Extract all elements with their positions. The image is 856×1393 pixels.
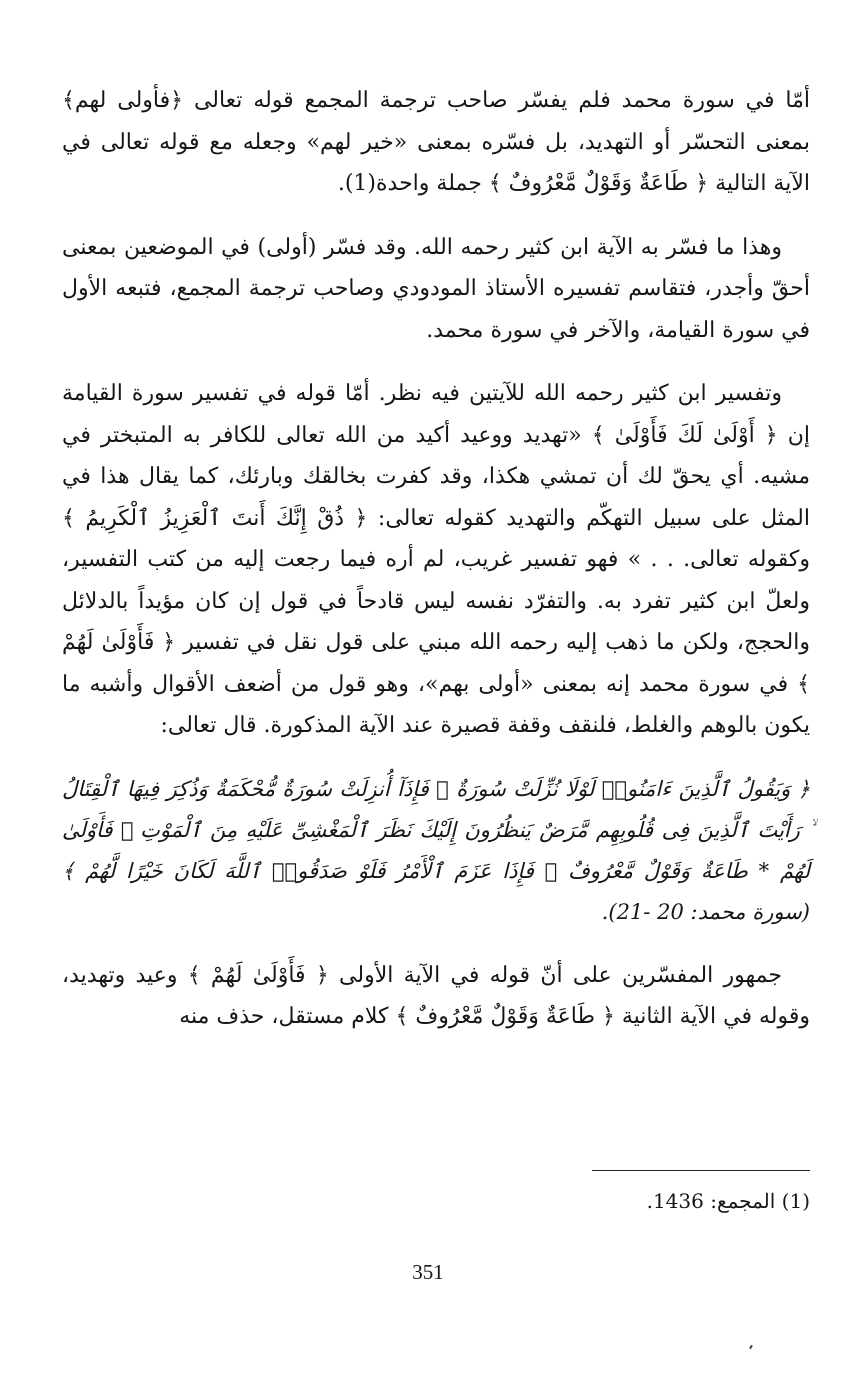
quran-verse: ﴿ وَيَقُولُ ٱلَّذِينَ ءَامَنُوا۟ لَوْلَا نُزِّلَتْ سُورَةٌ ۖ فَإِذَآ أُنزِلَتْ سُورَةٌ مُّحْكَمَةٌ وَذُكِرَ فِيهَا ٱلْقِتَالُ ۙ رَأَيْتَ ٱلَّذِينَ فِى قُلُوبِهِم مَّرَضٌ يَنظُرُونَ إِلَيْكَ نَظَرَ ٱلْمَغْشِىِّ عَلَيْهِ مِنَ ٱلْمَوْتِ ۖ فَأَوْلَىٰ لَهُمْ * طَاعَةٌ وَقَوْلٌ مَّعْرُوفٌ ۚ فَإِذَا عَزَمَ ٱلْأَمْرُ فَلَوْ صَدَقُوا۟ ٱللَّهَ لَكَانَ خَيْرًا لَّهُمْ ﴾ (سورة محمد: 20 -21).: [62, 776, 810, 924]
paragraph-2: وهذا ما فسّر به الآية ابن كثير رحمه الله. وقد فسّر (أولى) في الموضعين بمعنى أحقّ وأجدر، فتقاسم تفسيره الأستاذ المودودي وصاحب ترجمة المجمع، فتبعه الأول في سورة القيامة، والآخر في سورة محمد.: [62, 234, 810, 343]
footnote: (1) المجمع: 1436.: [646, 1189, 810, 1213]
paragraph-3: وتفسير ابن كثير رحمه الله للآيتين فيه نظر. أمّا قوله في تفسير سورة القيامة إن ﴿ أَوْلَىٰ لَكَ فَأَوْلَىٰ ﴾ «تهديد ووعيد أكيد من الله تعالى للكافر به المتبختر في مشيه. أي يحقّ لك أن تمشي هكذا، وقد كفرت بخالقك وبارئك، كما يقال هذا في المثل على سبيل التهكّم والتهديد كقوله تعالى: ﴿ ذُقْ إِنَّكَ أَنتَ ٱلْعَزِيزُ ٱلْكَرِيمُ ﴾ وكقوله تعالى. . . » فهو تفسير غريب، لم أره فيما رجعت إليه من كتب التفسير، ولعلّ ابن كثير تفرد به. والتفرّد نفسه ليس قادحاً في قول إن كان مؤيداً بالدلائل والحجج، ولكن ما ذهب إليه رحمه الله مبني على قول نقل في تفسير ﴿ فَأَوْلَىٰ لَهُمْ ﴾ في سورة محمد إنه بمعنى «أولى بهم»، وهو قول من أضعف الأقوال وأشبه ما يكون بالوهم والغلط، فلنقف وقفة قصيرة عند الآية المذكورة. قال تعالى:: [62, 381, 810, 738]
page-number: 351: [412, 1260, 444, 1284]
paragraph-1: أمّا في سورة محمد فلم يفسّر صاحب ترجمة المجمع قوله تعالى ﴿فأولى لهم﴾ بمعنى التحسّر أو التهديد، بل فسّره بمعنى «خير لهم» وجعله مع قوله تعالى في الآية التالية ﴿ طَاعَةٌ وَقَوْلٌ مَّعْرُوفٌ ﴾ جملة واحدة(1).: [62, 88, 810, 196]
paragraph-4: جمهور المفسّرين على أنّ قوله في الآية الأولى ﴿ فَأَوْلَىٰ لَهُمْ ﴾ وعيد وتهديد، وقوله في الآية الثانية ﴿ طَاعَةٌ وَقَوْلٌ مَّعْرُوفٌ ﴾ كلام مستقل، حذف منه: [62, 962, 810, 1029]
footnote-divider: [592, 1170, 810, 1171]
main-text: [62, 80, 810, 1060]
scan-speck: [749, 1345, 753, 1349]
